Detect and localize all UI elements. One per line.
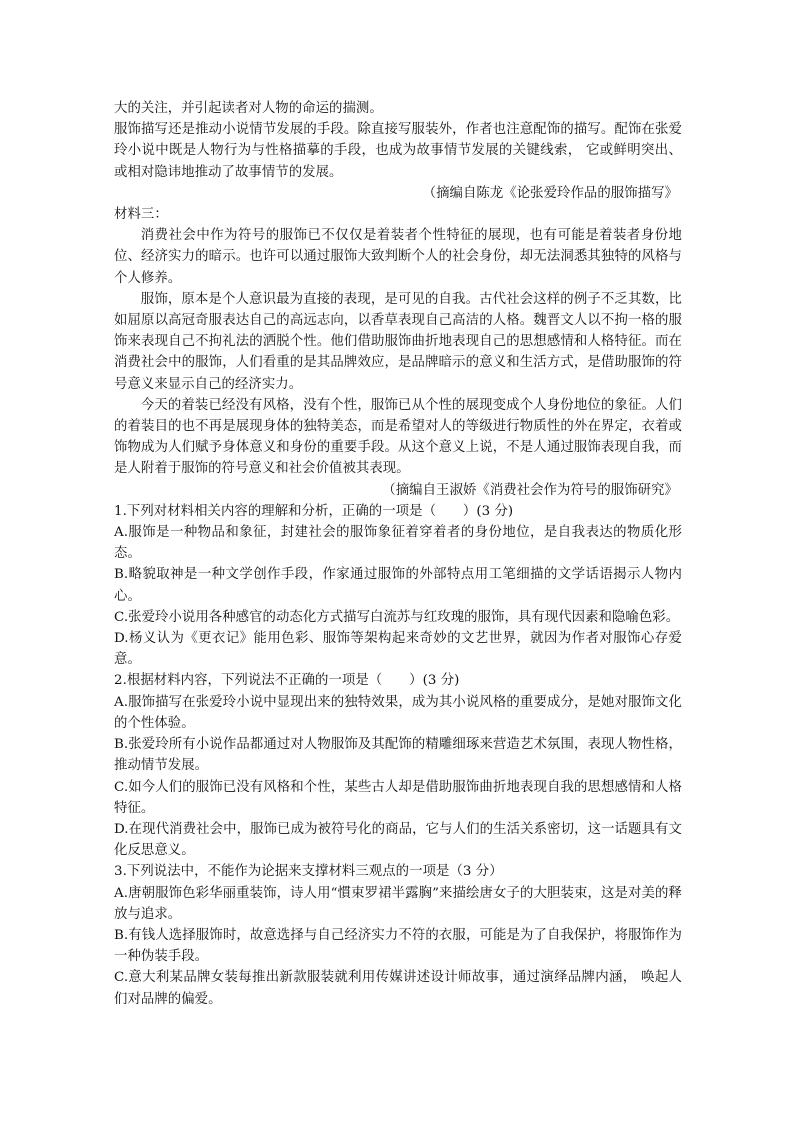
question-2-option-a: A.服饰描写在张爱玲小说中显现出来的独特效果，成为其小说风格的重要成分，是她对服饰文化的个性体验。	[114, 694, 682, 731]
question-1-stem: 1.下列对材料相关内容的理解和分析，正确的一项是（ ）(3 分)	[114, 503, 514, 519]
source-citation-three: （摘编自王淑娇《消费社会作为符号的服饰研究》	[382, 482, 678, 498]
question-1-option-d: D.杨义认为《更衣记》能用色彩、服饰等架构起来奇妙的文艺世界，就因为作者对服饰心存爱意。	[114, 631, 682, 668]
question-1-option-c: C.张爱玲小说用各种感官的动态化方式描写白流苏与红玫瑰的服饰，具有现代因素和隐喻色彩。	[114, 609, 680, 625]
question-3-option-b: B.有钱人选择服饰时，故意选择与自己经济实力不符的衣服，可能是为了自我保护，将服饰作为一种伪装手段。	[114, 927, 682, 965]
source-citation-two: （摘编自陈龙《论张爱玲作品的服饰描写》	[422, 185, 678, 201]
question-2-option-b: B.张爱玲所有小说作品都通过对人物服饰及其配饰的精雕细琢来营造艺术氛围，表现人物性格，推动情节发展。	[114, 737, 682, 774]
material-three-paragraph: 消费社会中作为符号的服饰已不仅仅是着装者个性特征的展现，也有可能是着装者身份地位、经济实力的暗示。也许可以通过服饰大致判断个人的社会身份，却无法洞悉其独特的风格与个人修养。	[114, 228, 682, 286]
question-2-option-d: D.在现代消费社会中，服饰已成为被符号化的商品，它与人们的生活关系密切，这一话题具有文化反思意义。	[114, 821, 682, 859]
question-3-option-c: C.意大利某品牌女装每推出新款服装就利用传媒讲述设计师故事，通过演绎品牌内涵， 唤起人们对品牌的偏爱。	[114, 970, 682, 1007]
question-2-option-c: C.如今人们的服饰已没有风格和个性，某些古人却是借助服饰曲折地表现自我的思想感情和人格特征。	[114, 779, 682, 816]
question-3-stem: 3.下列说法中，不能作为论据来支撑材料三观点的一项是（3 分）	[114, 864, 503, 880]
material-three-heading: 材料三：	[114, 207, 168, 223]
material-three-paragraph: 今天的着装已经没有风格，没有个性，服饰已从个性的展现变成个人身份地位的象征。人们的着装目的也不再是展现身体的独特美态，而是希望对人的等级进行物质性的外在界定，衣着或饰物成为人们赋予身体意义和身份的重要手段。从这个意义上说，不是人通过服饰表现自我，而是人附着于服饰的符号意义和社会价值被其表现。	[114, 397, 682, 477]
question-1-option-b: B.略貌取神是一种文学创作手段，作家通过服饰的外部特点用工笔细描的文学话语揭示人物内心。	[114, 567, 682, 604]
document-body	[114, 98, 682, 1010]
question-3-option-a: A.唐朝服饰色彩华丽重装饰，诗人用“慣束罗裙半露胸”来描绘唐女子的大胆装束，这是对美的释放与追求。	[114, 885, 682, 922]
paragraph-accessory-description: 服饰描写还是推动小说情节发展的手段。除直接写服装外，作者也注意配饰的描写。配饰在张爱玲小说中既是人物行为与性格描摹的手段，也成为故事情节发展的关键线索， 它或鲜明突出、或相对隐讳地推动了故事情节的发展。	[114, 122, 682, 180]
question-2-stem: 2.根据材料内容，下列说法不正确的一项是（ ）(3 分)	[114, 673, 460, 689]
paragraph-continued: 大的关注，并引起读者对人物的命运的揣测。	[114, 101, 383, 116]
question-1-option-a: A.服饰是一种物品和象征，封建社会的服饰象征着穿着者的身份地位，是自我表达的物质化形态。	[114, 525, 682, 562]
material-three-paragraph: 服饰，原本是个人意识最为直接的表现，是可见的自我。古代社会这样的例子不乏其数，比如屈原以高冠奇服表达自己的高远志向，以香草表现自己高洁的人格。魏晋文人以不拘一格的服饰来表现自己不拘礼法的洒脱个性。他们借助服饰曲折地表现自己的思想感情和人格特征。而在消费社会中的服饰，人们看重的是其品牌效应，是品牌暗示的意义和生活方式，是借助服饰的符号意义来显示自己的经济实力。	[114, 291, 682, 392]
